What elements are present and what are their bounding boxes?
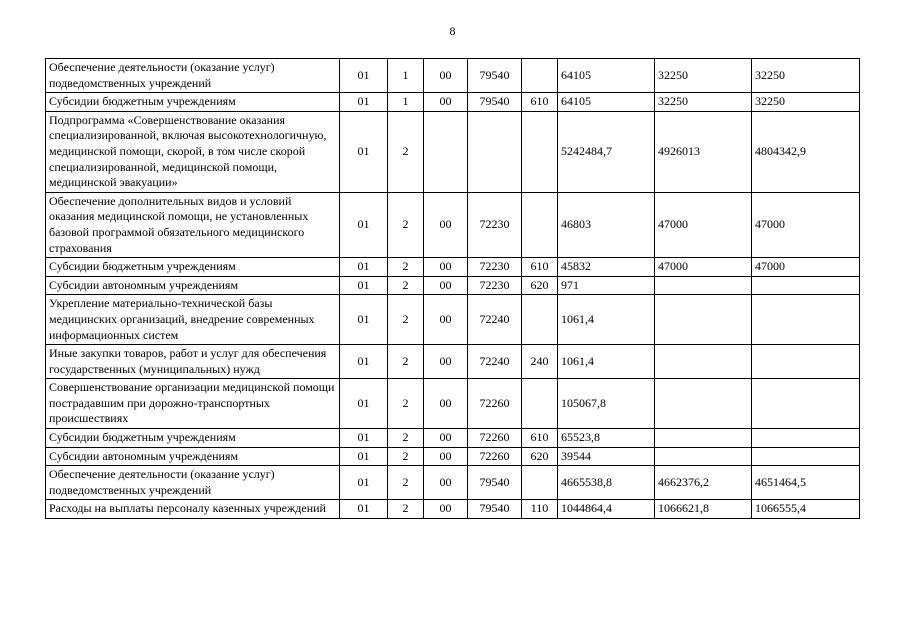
row-name-cell: Совершенствование организации медицинской помощи пострадавшим при дорожно-транспортных происшествиях bbox=[46, 379, 340, 429]
code-cell-4: 72260 bbox=[468, 429, 522, 448]
table-row bbox=[46, 93, 860, 112]
amount-cell-3: 47000 bbox=[752, 192, 860, 257]
code-cell-2: 2 bbox=[388, 466, 424, 500]
amount-cell-3 bbox=[752, 447, 860, 466]
row-name-cell: Расходы на выплаты персоналу казенных учреждений bbox=[46, 500, 340, 519]
code-cell-3: 00 bbox=[424, 447, 468, 466]
row-name-cell: Субсидии бюджетным учреждениям bbox=[46, 93, 340, 112]
amount-cell-3: 47000 bbox=[752, 258, 860, 277]
amount-cell-2: 47000 bbox=[655, 258, 752, 277]
code-cell-1: 01 bbox=[340, 276, 388, 295]
table-row bbox=[46, 500, 860, 519]
table-row bbox=[46, 111, 860, 192]
table-row bbox=[46, 345, 860, 379]
code-cell-4: 79540 bbox=[468, 59, 522, 93]
code-cell-5 bbox=[522, 295, 558, 345]
amount-cell-3: 4804342,9 bbox=[752, 111, 860, 192]
amount-cell-2 bbox=[655, 295, 752, 345]
amount-cell-1: 4665538,8 bbox=[558, 466, 655, 500]
table-row bbox=[46, 447, 860, 466]
table-row bbox=[46, 192, 860, 257]
amount-cell-3: 4651464,5 bbox=[752, 466, 860, 500]
amount-cell-1: 64105 bbox=[558, 59, 655, 93]
amount-cell-3 bbox=[752, 429, 860, 448]
code-cell-5: 610 bbox=[522, 258, 558, 277]
code-cell-2: 2 bbox=[388, 447, 424, 466]
code-cell-4: 72260 bbox=[468, 447, 522, 466]
amount-cell-2 bbox=[655, 429, 752, 448]
code-cell-4: 79540 bbox=[468, 466, 522, 500]
code-cell-3: 00 bbox=[424, 295, 468, 345]
code-cell-4: 72240 bbox=[468, 295, 522, 345]
amount-cell-2: 47000 bbox=[655, 192, 752, 257]
code-cell-1: 01 bbox=[340, 345, 388, 379]
amount-cell-1: 46803 bbox=[558, 192, 655, 257]
amount-cell-2: 1066621,8 bbox=[655, 500, 752, 519]
row-name-cell: Укрепление материально-технической базы медицинских организаций, внедрение современных информационных систем bbox=[46, 295, 340, 345]
code-cell-5 bbox=[522, 466, 558, 500]
code-cell-3 bbox=[424, 111, 468, 192]
table-row bbox=[46, 379, 860, 429]
code-cell-5 bbox=[522, 59, 558, 93]
code-cell-2: 1 bbox=[388, 93, 424, 112]
code-cell-5 bbox=[522, 111, 558, 192]
code-cell-2: 2 bbox=[388, 276, 424, 295]
code-cell-1: 01 bbox=[340, 111, 388, 192]
row-name-cell: Субсидии автономным учреждениям bbox=[46, 276, 340, 295]
row-name-cell: Субсидии бюджетным учреждениям bbox=[46, 429, 340, 448]
code-cell-4: 72230 bbox=[468, 192, 522, 257]
code-cell-4 bbox=[468, 111, 522, 192]
code-cell-3: 00 bbox=[424, 466, 468, 500]
code-cell-5: 620 bbox=[522, 447, 558, 466]
code-cell-3: 00 bbox=[424, 276, 468, 295]
amount-cell-3: 32250 bbox=[752, 93, 860, 112]
amount-cell-1: 1061,4 bbox=[558, 345, 655, 379]
amount-cell-2: 4662376,2 bbox=[655, 466, 752, 500]
code-cell-5: 110 bbox=[522, 500, 558, 519]
code-cell-5 bbox=[522, 192, 558, 257]
amount-cell-2 bbox=[655, 345, 752, 379]
amount-cell-1: 5242484,7 bbox=[558, 111, 655, 192]
code-cell-2: 2 bbox=[388, 192, 424, 257]
code-cell-2: 1 bbox=[388, 59, 424, 93]
code-cell-1: 01 bbox=[340, 258, 388, 277]
table-row bbox=[46, 276, 860, 295]
amount-cell-1: 64105 bbox=[558, 93, 655, 112]
row-name-cell: Субсидии бюджетным учреждениям bbox=[46, 258, 340, 277]
code-cell-5 bbox=[522, 379, 558, 429]
row-name-cell: Обеспечение деятельности (оказание услуг) подведомственных учреждений bbox=[46, 59, 340, 93]
amount-cell-3: 32250 bbox=[752, 59, 860, 93]
code-cell-1: 01 bbox=[340, 192, 388, 257]
row-name-cell: Обеспечение деятельности (оказание услуг) подведомственных учреждений bbox=[46, 466, 340, 500]
table-row bbox=[46, 258, 860, 277]
code-cell-3: 00 bbox=[424, 93, 468, 112]
code-cell-2: 2 bbox=[388, 258, 424, 277]
code-cell-1: 01 bbox=[340, 59, 388, 93]
amount-cell-3 bbox=[752, 276, 860, 295]
code-cell-2: 2 bbox=[388, 295, 424, 345]
code-cell-1: 01 bbox=[340, 295, 388, 345]
code-cell-2: 2 bbox=[388, 379, 424, 429]
code-cell-5: 610 bbox=[522, 93, 558, 112]
code-cell-5: 610 bbox=[522, 429, 558, 448]
amount-cell-2: 32250 bbox=[655, 59, 752, 93]
code-cell-4: 79540 bbox=[468, 93, 522, 112]
code-cell-4: 72230 bbox=[468, 276, 522, 295]
row-name-cell: Обеспечение дополнительных видов и условий оказания медицинской помощи, не установленных базовой программой обязательного медицинского страхования bbox=[46, 192, 340, 257]
code-cell-3: 00 bbox=[424, 379, 468, 429]
code-cell-2: 2 bbox=[388, 429, 424, 448]
code-cell-1: 01 bbox=[340, 466, 388, 500]
code-cell-3: 00 bbox=[424, 258, 468, 277]
code-cell-4: 72230 bbox=[468, 258, 522, 277]
code-cell-5: 240 bbox=[522, 345, 558, 379]
amount-cell-1: 45832 bbox=[558, 258, 655, 277]
table-row bbox=[46, 466, 860, 500]
row-name-cell: Подпрограмма «Совершенствование оказания специализированной, включая высокотехнологичную, медицинской помощи, скорой, в том числе скорой специализированной, медицинской помощи, медицинской эвакуации» bbox=[46, 111, 340, 192]
code-cell-2: 2 bbox=[388, 500, 424, 519]
amount-cell-2 bbox=[655, 379, 752, 429]
amount-cell-1: 1061,4 bbox=[558, 295, 655, 345]
code-cell-5: 620 bbox=[522, 276, 558, 295]
amount-cell-2: 4926013 bbox=[655, 111, 752, 192]
amount-cell-1: 65523,8 bbox=[558, 429, 655, 448]
amount-cell-3 bbox=[752, 295, 860, 345]
code-cell-1: 01 bbox=[340, 429, 388, 448]
amount-cell-1: 105067,8 bbox=[558, 379, 655, 429]
amount-cell-3 bbox=[752, 345, 860, 379]
code-cell-1: 01 bbox=[340, 447, 388, 466]
code-cell-3: 00 bbox=[424, 500, 468, 519]
code-cell-1: 01 bbox=[340, 500, 388, 519]
code-cell-3: 00 bbox=[424, 345, 468, 379]
amount-cell-1: 39544 bbox=[558, 447, 655, 466]
amount-cell-1: 1044864,4 bbox=[558, 500, 655, 519]
row-name-cell: Субсидии автономным учреждениям bbox=[46, 447, 340, 466]
table-row bbox=[46, 429, 860, 448]
code-cell-4: 72240 bbox=[468, 345, 522, 379]
table-row bbox=[46, 59, 860, 93]
budget-table bbox=[45, 58, 860, 519]
code-cell-3: 00 bbox=[424, 192, 468, 257]
amount-cell-3 bbox=[752, 379, 860, 429]
amount-cell-3: 1066555,4 bbox=[752, 500, 860, 519]
table-row bbox=[46, 295, 860, 345]
row-name-cell: Иные закупки товаров, работ и услуг для обеспечения государственных (муниципальных) нужд bbox=[46, 345, 340, 379]
code-cell-1: 01 bbox=[340, 93, 388, 112]
code-cell-3: 00 bbox=[424, 429, 468, 448]
code-cell-2: 2 bbox=[388, 345, 424, 379]
code-cell-4: 72260 bbox=[468, 379, 522, 429]
code-cell-2: 2 bbox=[388, 111, 424, 192]
amount-cell-1: 971 bbox=[558, 276, 655, 295]
page-number: 8 bbox=[449, 24, 456, 38]
amount-cell-2: 32250 bbox=[655, 93, 752, 112]
code-cell-3: 00 bbox=[424, 59, 468, 93]
code-cell-1: 01 bbox=[340, 379, 388, 429]
amount-cell-2 bbox=[655, 447, 752, 466]
amount-cell-2 bbox=[655, 276, 752, 295]
code-cell-4: 79540 bbox=[468, 500, 522, 519]
table-body bbox=[46, 59, 860, 519]
